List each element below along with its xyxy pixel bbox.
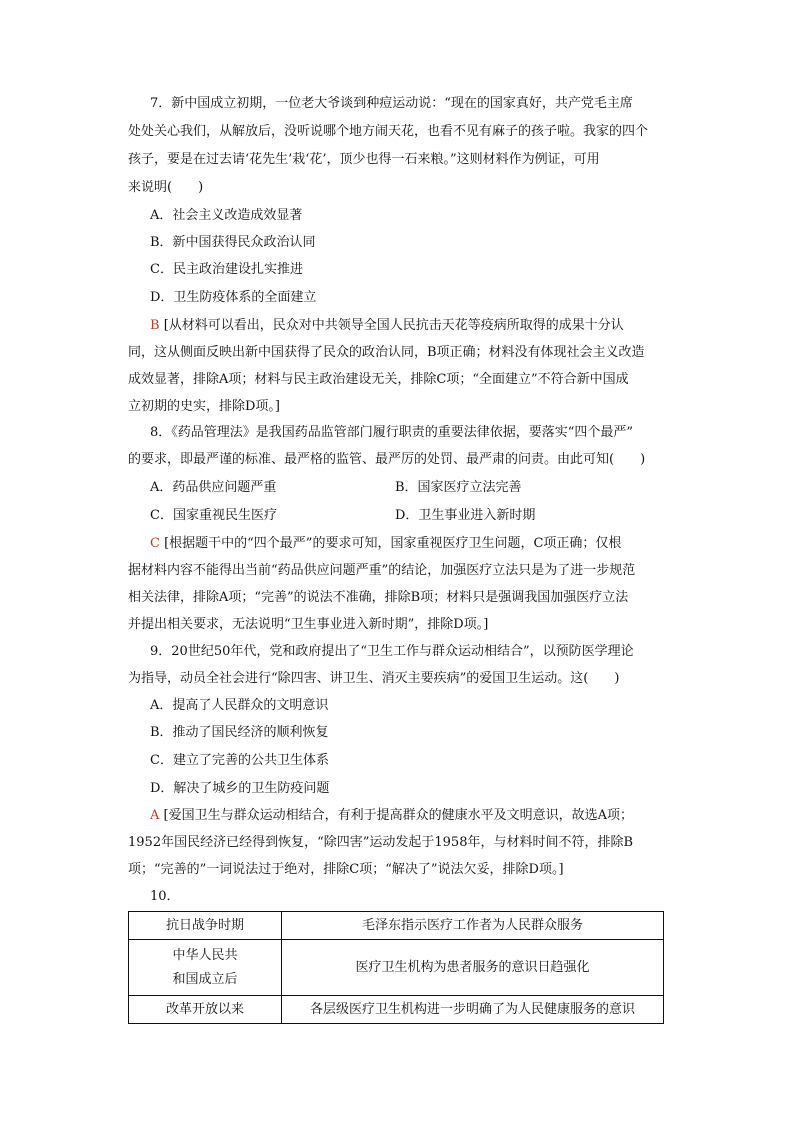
q9-explanation-line-1	[150, 807, 633, 825]
q7-stem-line-3: 孩子，要是在过去请‘花先生’栽‘花’，顶少也得一石来粮。”这则材料作为例证，可用	[128, 152, 600, 167]
q8-stem-line-2: 的要求，即最严谨的标准、最严格的监管、最严厉的处罚、最严肃的问责。由此可知( )	[128, 452, 646, 467]
q8-answer: C	[150, 536, 160, 551]
q9-explanation-line-3: 项；“完善的”一词说法过于绝对，排除C项；“解决了”说法欠妥，排除D项。]	[128, 862, 564, 877]
q9-answer: A	[150, 808, 160, 823]
q9-option-a: A．提高了人民群众的文明意识	[150, 698, 329, 713]
q8-option-c: C．国家重视民生医疗	[150, 508, 277, 523]
table-cell-content: 医疗卫生机构为患者服务的意识日趋强化	[282, 940, 664, 996]
q9-option-b: B．推动了国民经济的顺利恢复	[150, 725, 329, 740]
table-cell-period: 抗日战争时期	[129, 912, 282, 940]
q7-option-c: C．民主政治建设扎实推进	[150, 262, 303, 277]
table-cell-period: 改革开放以来	[129, 996, 282, 1024]
q7-stem-line-1: 7．新中国成立初期，一位老大爷谈到种痘运动说：“现在的国家真好，共产党毛主席	[150, 96, 633, 111]
q8-explanation-line-4: 并提出相关要求，无法说明“卫生事业进入新时期”，排除D项。]	[128, 617, 489, 632]
q8-option-b: B．国家医疗立法完善	[395, 480, 522, 495]
q8-explanation-line-3: 相关法律，排除A项；“完善”的说法不准确，排除B项；材料只是强调我国加强医疗立法	[128, 590, 629, 605]
table-cell-content: 毛泽东指示医疗工作者为人民群众服务	[282, 912, 664, 940]
q7-stem-line-4: 来说明( )	[128, 180, 204, 195]
q7-explanation-line-1	[150, 317, 624, 335]
table-cell-content: 各层级医疗卫生机构进一步明确了为人民健康服务的意识	[282, 996, 664, 1024]
table-row	[129, 912, 664, 940]
q7-explanation-line-4: 立初期的史实，排除D项。]	[128, 399, 280, 414]
q7-option-d: D．卫生防疫体系的全面建立	[150, 290, 317, 305]
q8-explanation-line-1	[150, 535, 621, 553]
table-row	[129, 996, 664, 1024]
q9-option-c: C．建立了完善的公共卫生体系	[150, 753, 329, 768]
table-cell-period-line-2: 和国成立后	[172, 971, 238, 987]
q8-option-a: A．药品供应问题严重	[150, 480, 277, 495]
q9-explanation-text: [爱国卫生与群众运动相结合，有利于提高群众的健康水平及文明意识，故选A项；	[163, 808, 633, 823]
q10-number: 10．	[150, 889, 180, 904]
table-row	[129, 940, 664, 996]
q8-explanation-line-2: 据材料内容不能得出当前“药品供应问题严重”的结论，加强医疗立法只是为了进一步规范	[128, 563, 636, 578]
q7-option-a: A．社会主义改造成效显著	[150, 208, 303, 223]
q7-answer: B	[150, 318, 160, 333]
table-cell-period-line-1: 中华人民共	[172, 947, 238, 963]
q7-explanation-line-2: 同，这从侧面反映出新中国获得了民众的政治认同，B项正确；材料没有体现社会主义改造	[128, 345, 645, 360]
q7-option-b: B．新中国获得民众政治认同	[150, 235, 316, 250]
q9-stem-line-2: 为指导，动员全社会进行“除四害、讲卫生、消灭主要疾病”的爱国卫生运动。这( )	[128, 671, 620, 686]
q8-explanation-text: [根据题干中的“四个最严”的要求可知，国家重视医疗卫生问题，C项正确；仅根	[164, 536, 622, 551]
q8-option-d: D．卫生事业进入新时期	[395, 508, 536, 523]
q9-explanation-line-2: 1952年国民经济已经得到恢复，“除四害”运动发起于1958年，与材料时间不符，排除B	[128, 835, 634, 850]
q7-explanation-text: [从材料可以看出，民众对中共领导全国人民抗击天花等疫病所取得的成果十分认	[163, 318, 624, 333]
q7-stem-line-2: 处处关心我们，从解放后，没听说哪个地方闹天花，也看不见有麻子的孩子啦。我家的四个	[128, 124, 649, 139]
q9-stem-line-1: 9．20世纪50年代，党和政府提出了“卫生工作与群众运动相结合”，以预防医学理论	[150, 644, 634, 659]
table-cell-period	[129, 940, 282, 996]
q9-option-d: D．解决了城乡的卫生防疫问题	[150, 781, 330, 796]
q8-stem-line-1: 8．《药品管理法》是我国药品监管部门履行职责的重要法律依据，要落实“四个最严”	[150, 425, 634, 440]
q10-material-table	[128, 911, 664, 1024]
q7-explanation-line-3: 成效显著，排除A项；材料与民主政治建设无关，排除C项；“全面建立”不符合新中国成	[128, 372, 629, 387]
